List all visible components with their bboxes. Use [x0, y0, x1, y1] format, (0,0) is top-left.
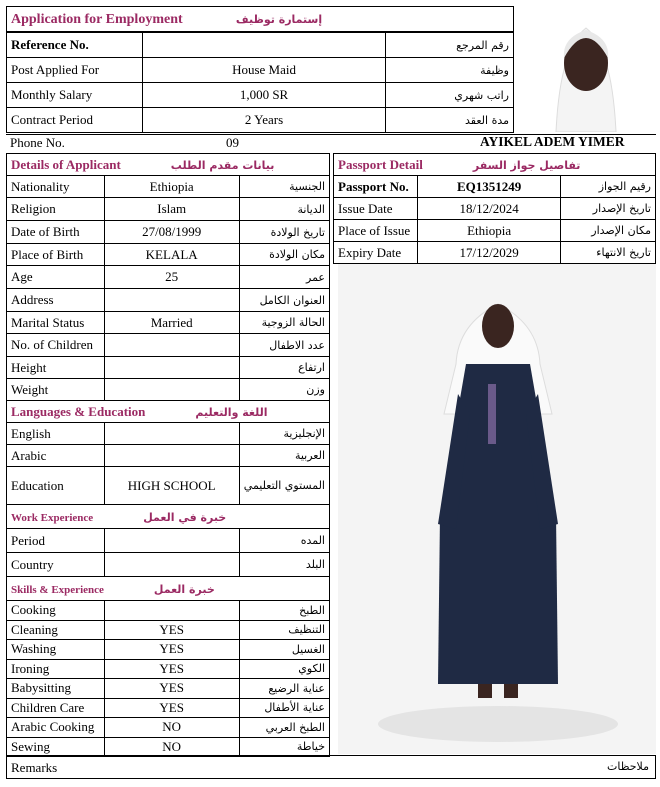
- passport-section-title-ar: تفاصيل جواز السفر: [472, 158, 581, 172]
- passport-row: [334, 220, 656, 242]
- detail-label-ar: تاريخ الولادة: [239, 221, 329, 244]
- skill-row: [7, 698, 330, 718]
- passport-label: Issue Date: [334, 198, 418, 220]
- detail-value: Islam: [104, 198, 239, 221]
- skill-row: [7, 659, 330, 679]
- detail-label-ar: ارتفاع: [239, 357, 329, 379]
- skill-value: YES: [104, 698, 239, 718]
- top-info-value: House Maid: [142, 58, 385, 83]
- skill-label-ar: عناية الأطفال: [239, 698, 329, 718]
- language-row: [7, 467, 330, 505]
- skill-value: YES: [104, 659, 239, 679]
- title-en: Application for Employment: [11, 11, 183, 27]
- skill-value: [104, 601, 239, 621]
- skill-value: YES: [104, 640, 239, 660]
- work-row: [7, 553, 330, 577]
- work-section-title-ar: خبرة في العمل: [143, 510, 227, 524]
- passport-label: Passport No.: [334, 176, 418, 198]
- detail-label: Marital Status: [7, 312, 105, 334]
- top-info-label: Post Applied For: [7, 58, 143, 83]
- skill-label: Arabic Cooking: [7, 718, 105, 738]
- detail-row: [7, 221, 330, 244]
- detail-label: Address: [7, 289, 105, 312]
- language-label: Arabic: [7, 445, 105, 467]
- skill-label: Cooking: [7, 601, 105, 621]
- passport-label-ar: تاريخ الانتهاء: [561, 242, 656, 264]
- work-label: Period: [7, 529, 105, 553]
- skill-label: Washing: [7, 640, 105, 660]
- language-row: [7, 423, 330, 445]
- language-value: [104, 445, 239, 467]
- detail-row: [7, 198, 330, 221]
- passport-label-ar: رقيم الجواز: [561, 176, 656, 198]
- detail-label: Nationality: [7, 176, 105, 198]
- headshot-photo: [520, 8, 652, 132]
- detail-value: [104, 289, 239, 312]
- passport-label: Expiry Date: [334, 242, 418, 264]
- top-info-label: Monthly Salary: [7, 83, 143, 108]
- language-label-ar: الإنجليزية: [239, 423, 329, 445]
- skill-label-ar: الكوي: [239, 659, 329, 679]
- remarks-label: Remarks: [11, 760, 58, 775]
- top-info-row: [7, 33, 514, 58]
- passport-table: [333, 153, 656, 264]
- top-info-label: Contract Period: [7, 108, 143, 133]
- work-label: Country: [7, 553, 105, 577]
- skill-label-ar: الطبخ العربي: [239, 718, 329, 738]
- full-body-photo: [338, 264, 656, 754]
- languages-section-title-en: Languages & Education: [11, 403, 146, 419]
- work-section: [7, 505, 330, 529]
- left-column: [6, 153, 330, 757]
- detail-value: KELALA: [104, 244, 239, 266]
- detail-row: [7, 379, 330, 401]
- passport-value: 17/12/2029: [417, 242, 560, 264]
- languages-section-cell: [7, 401, 330, 423]
- detail-label-ar: مكان الولادة: [239, 244, 329, 266]
- top-info-row: [7, 83, 514, 108]
- languages-section: [7, 401, 330, 423]
- passport-value: EQ1351249: [417, 176, 560, 198]
- detail-row: [7, 312, 330, 334]
- detail-row: [7, 244, 330, 266]
- detail-label-ar: وزن: [239, 379, 329, 401]
- detail-value: [104, 379, 239, 401]
- work-section-title-en: Work Experience: [11, 511, 94, 524]
- skill-value: NO: [104, 737, 239, 757]
- work-section-cell: [7, 505, 330, 529]
- skill-row: [7, 737, 330, 757]
- detail-label-ar: الجنسية: [239, 176, 329, 198]
- full-body-svg: [338, 264, 656, 754]
- top-info-value: 2 Years: [142, 108, 385, 133]
- skill-value: NO: [104, 718, 239, 738]
- detail-row: [7, 176, 330, 198]
- passport-label-ar: تاريخ الإصدار: [561, 198, 656, 220]
- top-info-value: [142, 33, 385, 58]
- headshot-svg: [520, 8, 652, 132]
- skill-label: Babysitting: [7, 679, 105, 699]
- passport-label-ar: مكان الإصدار: [561, 220, 656, 242]
- detail-label: Place of Birth: [7, 244, 105, 266]
- passport-value: 18/12/2024: [417, 198, 560, 220]
- left-table: [6, 153, 330, 757]
- header-table: [6, 6, 514, 32]
- skill-row: [7, 640, 330, 660]
- applicant-name: AYIKEL ADEM YIMER: [480, 134, 625, 149]
- skill-label-ar: خياطة: [239, 737, 329, 757]
- detail-row: [7, 357, 330, 379]
- detail-value: Ethiopia: [104, 176, 239, 198]
- title-ar: إستمارة توظيف: [235, 12, 323, 26]
- top-info-label-ar: رقم المرجع: [386, 33, 514, 58]
- language-value: HIGH SCHOOL: [104, 467, 239, 505]
- skill-label: Cleaning: [7, 620, 105, 640]
- details-section-cell: [7, 154, 330, 176]
- skill-label-ar: التنظيف: [239, 620, 329, 640]
- detail-label-ar: الديانة: [239, 198, 329, 221]
- detail-row: [7, 334, 330, 357]
- skill-label-ar: عناية الرضيع: [239, 679, 329, 699]
- skills-section-title-en: Skills & Experience: [11, 583, 104, 596]
- work-row: [7, 529, 330, 553]
- detail-label: Religion: [7, 198, 105, 221]
- passport-value: Ethiopia: [417, 220, 560, 242]
- skills-section: [7, 577, 330, 601]
- skill-label-ar: الغسيل: [239, 640, 329, 660]
- detail-value: [104, 357, 239, 379]
- passport-row: [334, 176, 656, 198]
- passport-block: [333, 153, 656, 264]
- detail-value: [104, 334, 239, 357]
- passport-section-cell: [334, 154, 656, 176]
- language-label-ar: العربية: [239, 445, 329, 467]
- remarks-row: [6, 755, 656, 779]
- work-value: [104, 529, 239, 553]
- detail-row: [7, 266, 330, 289]
- top-info-label-ar: مدة العقد: [386, 108, 514, 133]
- skill-label-ar: الطبخ: [239, 601, 329, 621]
- detail-label-ar: الحالة الزوجية: [239, 312, 329, 334]
- language-value: [104, 423, 239, 445]
- detail-label-ar: العنوان الكامل: [239, 289, 329, 312]
- work-label-ar: المده: [239, 529, 329, 553]
- language-row: [7, 445, 330, 467]
- detail-row: [7, 289, 330, 312]
- work-value: [104, 553, 239, 577]
- top-info-row: [7, 58, 514, 83]
- skill-value: YES: [104, 679, 239, 699]
- language-label-ar: المستوي التعليمي: [239, 467, 329, 505]
- passport-section-title-en: Passport Detail: [338, 156, 423, 172]
- skills-section-title-ar: خبرة العمل: [153, 582, 215, 596]
- skill-row: [7, 620, 330, 640]
- detail-label: Weight: [7, 379, 105, 401]
- details-section: [7, 154, 330, 176]
- top-info-row: [7, 108, 514, 133]
- detail-label-ar: عمر: [239, 266, 329, 289]
- skill-value: YES: [104, 620, 239, 640]
- language-label: Education: [7, 467, 105, 505]
- passport-section: [334, 154, 656, 176]
- top-info-label: Reference No.: [7, 33, 143, 58]
- skill-label: Ironing: [7, 659, 105, 679]
- phone-divider: [6, 134, 656, 135]
- language-label: English: [7, 423, 105, 445]
- top-info-label-ar: راتب شهري: [386, 83, 514, 108]
- skills-section-cell: [7, 577, 330, 601]
- work-label-ar: البلد: [239, 553, 329, 577]
- phone-label: Phone No.: [10, 135, 65, 150]
- remarks-label-ar: ملاحظات: [607, 760, 649, 773]
- skill-label: Children Care: [7, 698, 105, 718]
- detail-label: No. of Children: [7, 334, 105, 357]
- detail-label: Date of Birth: [7, 221, 105, 244]
- detail-label: Age: [7, 266, 105, 289]
- details-section-title-en: Details of Applicant: [11, 156, 121, 172]
- form-title: [7, 7, 514, 32]
- detail-value: 27/08/1999: [104, 221, 239, 244]
- detail-value: 25: [104, 266, 239, 289]
- languages-section-title-ar: اللغة والتعليم: [195, 405, 268, 419]
- detail-label: Height: [7, 357, 105, 379]
- phone-value: 09: [226, 135, 239, 150]
- top-info-value: 1,000 SR: [142, 83, 385, 108]
- top-info-table: [6, 32, 514, 133]
- phone-row: [6, 133, 656, 153]
- skill-row: [7, 679, 330, 699]
- skill-label: Sewing: [7, 737, 105, 757]
- passport-row: [334, 198, 656, 220]
- detail-value: Married: [104, 312, 239, 334]
- top-info-label-ar: وظيفة: [386, 58, 514, 83]
- details-section-title-ar: بيانات مقدم الطلب: [170, 158, 275, 172]
- skill-row: [7, 718, 330, 738]
- skill-row: [7, 601, 330, 621]
- header-block: [6, 6, 514, 133]
- passport-label: Place of Issue: [334, 220, 418, 242]
- detail-label-ar: عدد الاطفال: [239, 334, 329, 357]
- passport-row: [334, 242, 656, 264]
